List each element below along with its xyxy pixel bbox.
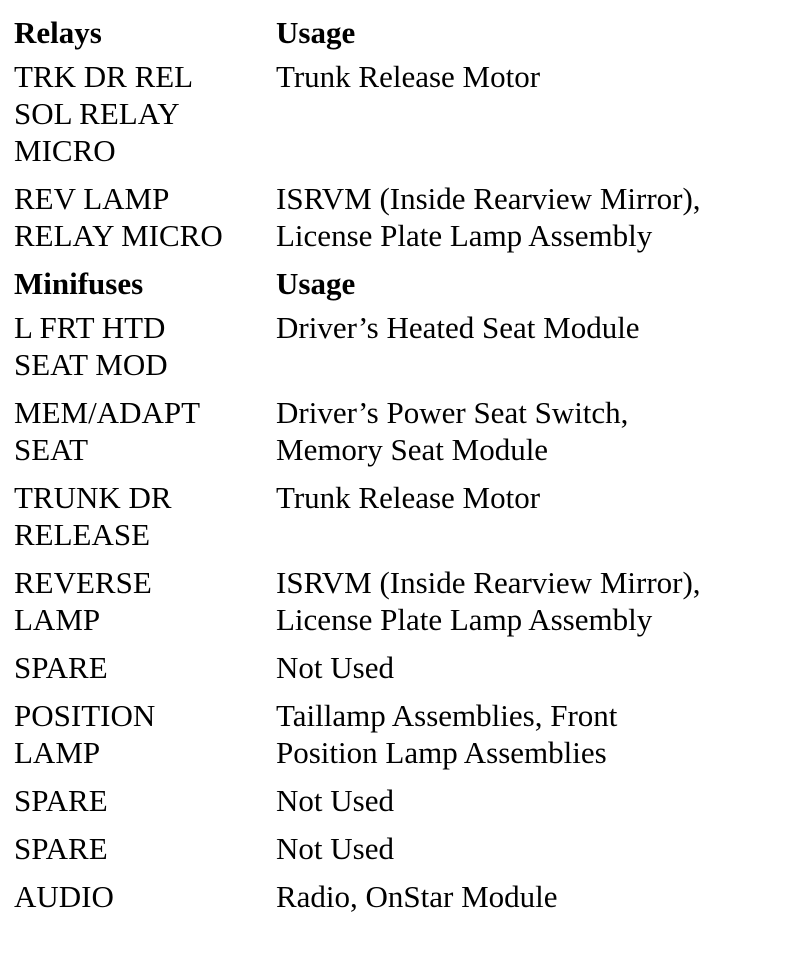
fuse-usage-cell-line: Radio, OnStar Module [276,879,558,914]
fuse-usage-cell-line: Driver’s Heated Seat Module [276,310,640,345]
fuse-usage-cell-line: Not Used [276,650,394,685]
fuse-name-cell [14,180,276,265]
table-row [14,58,776,180]
fuse-name-cell-line: RELAY MICRO [14,218,223,253]
fuse-usage-cell-line: License Plate Lamp Assembly [276,602,653,637]
fuse-usage-table [14,14,776,926]
section-header-name: Minifuses [14,266,144,301]
section-header-row [14,14,776,58]
fuse-usage-cell [276,878,776,926]
fuse-usage-cell-line: Trunk Release Motor [276,480,541,515]
fuse-usage-table-body [14,14,776,926]
fuse-name-cell-line: SPARE [14,783,108,818]
fuse-usage-cell [276,649,776,697]
fuse-usage-cell [276,394,776,479]
section-header-usage: Usage [276,15,356,50]
section-header-row [14,265,776,309]
fuse-usage-cell-line: License Plate Lamp Assembly [276,218,653,253]
fuse-name-cell [14,58,276,180]
fuse-name-cell-line: MEM/ADAPT [14,395,201,430]
table-row [14,878,776,926]
fuse-usage-cell [276,830,776,878]
fuse-name-cell [14,830,276,878]
fuse-name-cell-line: TRUNK DR [14,480,172,515]
table-row [14,309,776,394]
fuse-name-cell [14,697,276,782]
fuse-name-cell [14,479,276,564]
fuse-name-cell [14,564,276,649]
fuse-name-cell-line: L FRT HTD [14,310,166,345]
fuse-name-cell [14,394,276,479]
table-row [14,180,776,265]
fuse-name-cell [14,309,276,394]
table-row [14,782,776,830]
table-row [14,394,776,479]
table-row [14,830,776,878]
fuse-name-cell-line: SOL RELAY [14,96,180,131]
fuse-name-cell-line: REV LAMP [14,181,170,216]
fuse-usage-cell [276,479,776,564]
table-row [14,564,776,649]
fuse-usage-cell [276,58,776,180]
fuse-usage-cell-line: ISRVM (Inside Rearview Mirror), [276,565,701,600]
table-row [14,697,776,782]
fuse-usage-cell [276,180,776,265]
fuse-name-cell-line: RELEASE [14,517,151,552]
fuse-usage-cell-line: ISRVM (Inside Rearview Mirror), [276,181,701,216]
fuse-usage-cell [276,782,776,830]
table-row [14,649,776,697]
fuse-name-cell [14,878,276,926]
fuse-name-cell [14,782,276,830]
fuse-name-cell-line: SEAT [14,432,89,467]
fuse-name-cell-line: TRK DR REL [14,59,194,94]
fuse-name-cell-line: SPARE [14,831,108,866]
fuse-name-cell-line: LAMP [14,735,101,770]
fuse-usage-cell-line: Driver’s Power Seat Switch, [276,395,629,430]
section-header-name: Relays [14,15,102,50]
fuse-name-cell-line: POSITION [14,698,156,733]
fuse-name-cell-line: REVERSE [14,565,152,600]
fuse-usage-cell [276,697,776,782]
fuse-usage-cell [276,564,776,649]
fuse-name-cell-line: SPARE [14,650,108,685]
fuse-usage-cell-line: Trunk Release Motor [276,59,541,94]
fuse-usage-cell-line: Position Lamp Assemblies [276,735,607,770]
fuse-usage-cell-line: Not Used [276,783,394,818]
fuse-name-cell [14,649,276,697]
fuse-usage-cell-line: Memory Seat Module [276,432,549,467]
fuse-name-cell-line: MICRO [14,133,116,168]
fuse-usage-cell [276,309,776,394]
fuse-usage-cell-line: Not Used [276,831,394,866]
fuse-usage-cell-line: Taillamp Assemblies, Front [276,698,618,733]
section-header-usage: Usage [276,266,356,301]
fuse-name-cell-line: SEAT MOD [14,347,168,382]
fuse-name-cell-line: LAMP [14,602,101,637]
table-row [14,479,776,564]
fuse-name-cell-line: AUDIO [14,879,114,914]
